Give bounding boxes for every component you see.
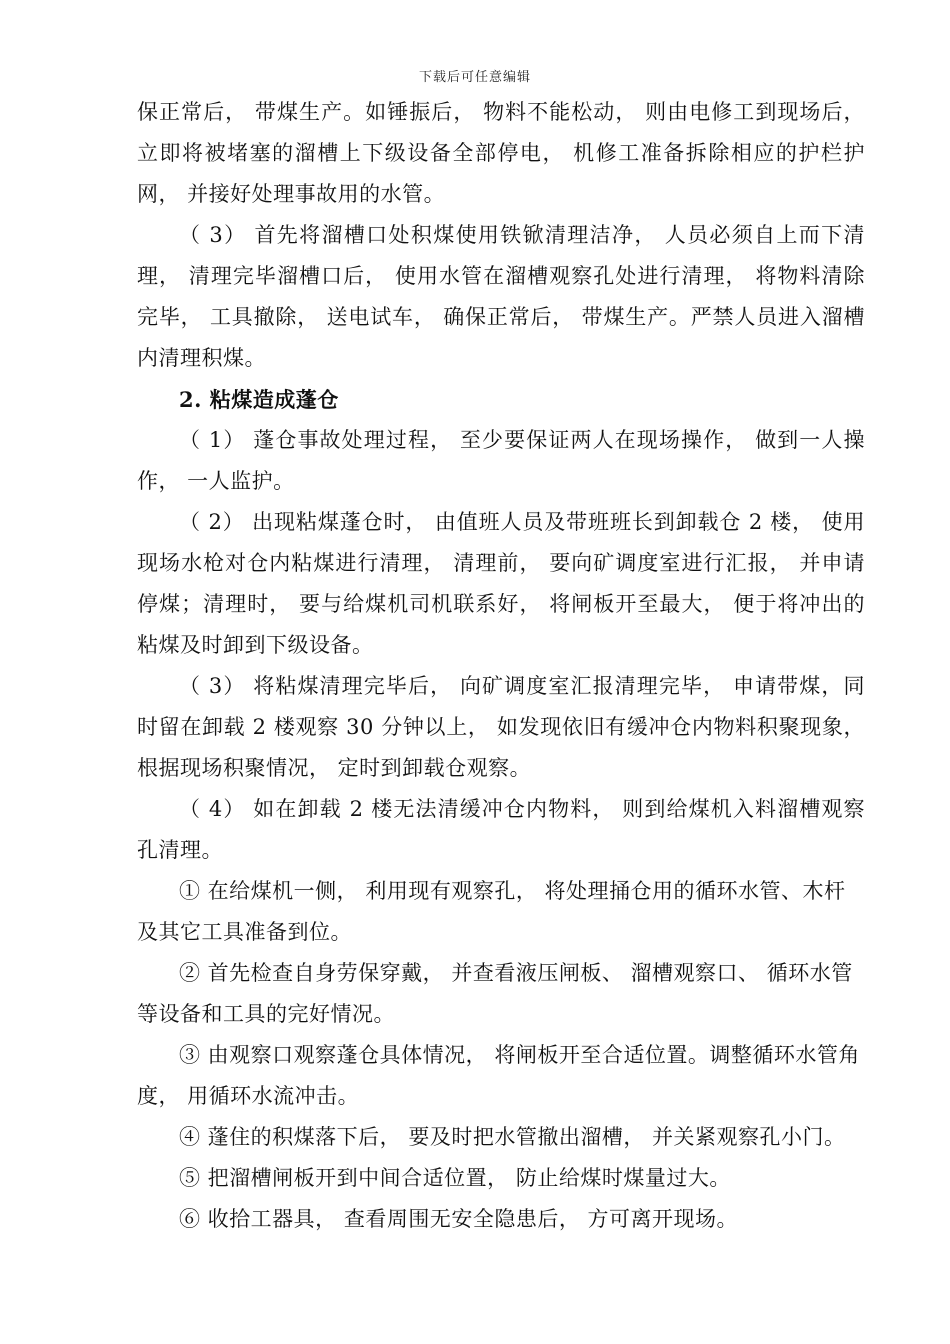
paragraph-item-4: （ 4） 如在卸载 2 楼无法清缓冲仓内物料， 则到给煤机入料溜槽观察孔清理。 [137, 797, 865, 862]
paragraph-continued: 保正常后， 带煤生产。如锤振后， 物料不能松动， 则由电修工到现场后， 立即将被堵塞的溜槽上下级设备全部停电， 机修工准备拆除相应的护栏护网， 并接好处理事故用的水管。 [137, 100, 865, 206]
paragraph-item-2: （ 2） 出现粘煤蓬仓时， 由值班人员及带班班长到卸载仓 2 楼， 使用现场水枪对仓内粘煤进行清理， 清理前， 要向矿调度室进行汇报， 并申请停煤；清理时， 要与给煤机司机联系好， 将闸板开至最大， 便于将冲出的粘煤及时卸到下级设备。 [137, 510, 865, 657]
paragraph-item-1: （ 1） 蓬仓事故处理过程， 至少要保证两人在现场操作， 做到一人操作， 一人监护。 [137, 428, 865, 493]
sub-step-6: ⑥ 收拾工器具， 查看周围无安全隐患后， 方可离开现场。 [179, 1207, 739, 1231]
section-heading-2: 2. 粘煤造成蓬仓 [179, 387, 339, 412]
document-body [137, 92, 865, 1240]
header-note: 下载后可任意编辑 [418, 70, 531, 85]
sub-step-5: ⑤ 把溜槽闸板开到中间合适位置， 防止给煤时煤量过大。 [179, 1166, 731, 1190]
sub-step-2: ② 首先检查自身劳保穿戴， 并查看液压闸板、 溜槽观察口、 循环水管等设备和工具的完好情况。 [137, 961, 853, 1026]
paragraph-item-3: （ 3） 将粘煤清理完毕后， 向矿调度室汇报清理完毕， 申请带煤，同时留在卸载 2 楼观察 30 分钟以上， 如发现依旧有缓冲仓内物料积聚现象， 根据现场积聚情况， 定时到卸载仓观察。 [137, 674, 865, 780]
paragraph-step-3: （ 3） 首先将溜槽口处积煤使用铁锨清理洁净， 人员必须自上而下清理， 清理完毕溜槽口后， 使用水管在溜槽观察孔处进行清理， 将物料清除完毕， 工具撤除， 送电试车， 确保正常后， 带煤生产。严禁人员进入溜槽内清理积煤。 [137, 223, 865, 370]
sub-step-1: ① 在给煤机一侧， 利用现有观察孔， 将处理捅仓用的循环水管、木杆及其它工具准备到位。 [137, 879, 846, 944]
sub-step-4: ④ 蓬住的积煤落下后， 要及时把水管撤出溜槽， 并关紧观察孔小门。 [179, 1125, 846, 1149]
sub-step-3: ③ 由观察口观察蓬仓具体情况， 将闸板开至合适位置。调整循环水管角度， 用循环水流冲击。 [137, 1043, 860, 1108]
